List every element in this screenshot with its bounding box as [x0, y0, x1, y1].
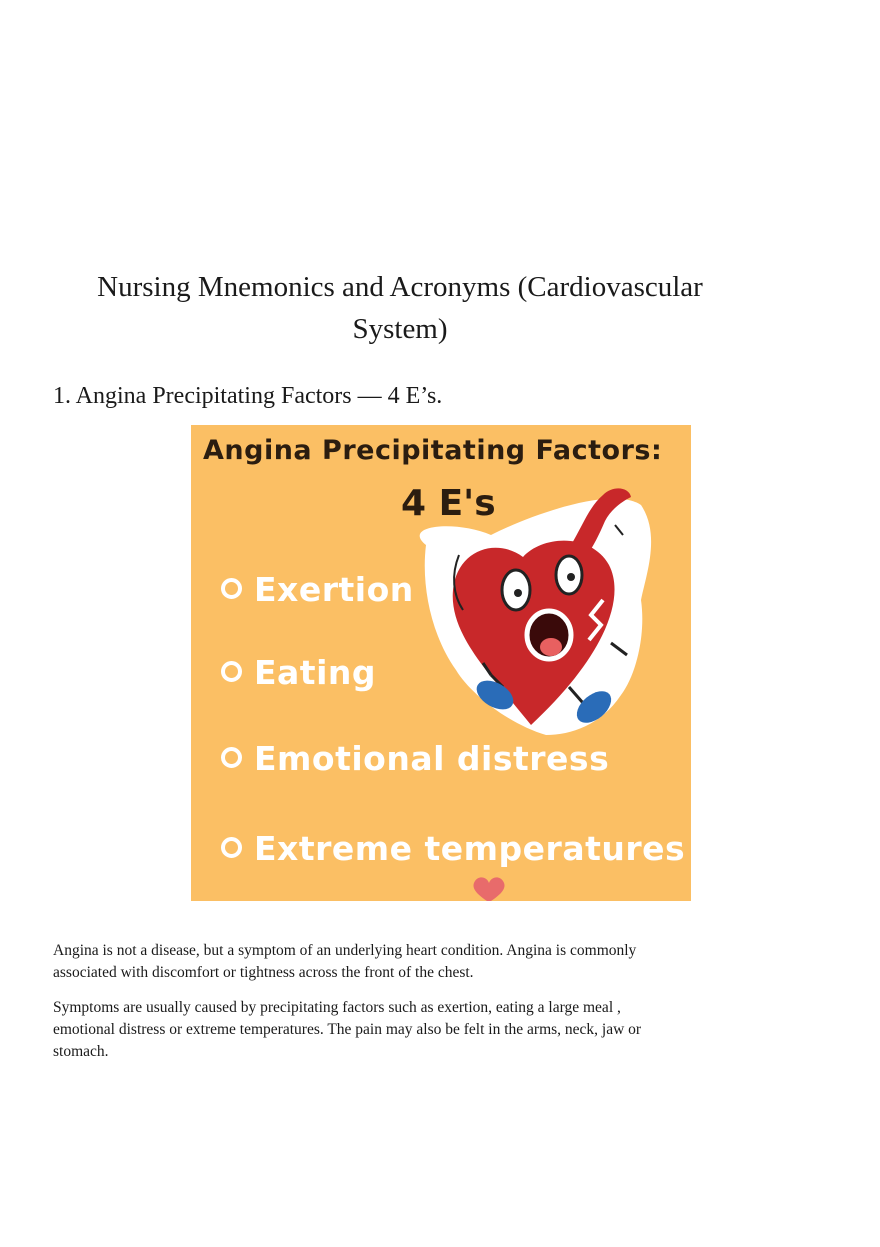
- bullet-icon: [221, 661, 242, 682]
- section-heading: 1. Angina Precipitating Factors — 4 E’s.: [53, 383, 443, 409]
- poster-item: [221, 739, 609, 778]
- small-heart-icon: [474, 877, 505, 901]
- paragraph: Symptoms are usually caused by precipitating factors such as exertion, eating a large meal , emotional distress or extreme temperatures. The pain may also be felt in the arms, neck, jaw or stomach.: [53, 999, 642, 1060]
- poster-item-label: Extreme temperatures: [254, 829, 686, 868]
- poster-item-label: Eating: [254, 653, 377, 692]
- poster-subtitle: 4 E's: [401, 483, 496, 524]
- bullet-icon: [221, 837, 242, 858]
- poster-item: [221, 829, 685, 868]
- poster-title: Angina Precipitating Factors:: [203, 435, 663, 466]
- bullet-icon: [221, 578, 242, 599]
- page-title: Nursing Mnemonics and Acronyms (Cardiovascular System): [97, 271, 703, 345]
- paragraph: Angina is not a disease, but a symptom of an underlying heart condition. Angina is commonly associated with discomfort or tightness across the front of the chest.: [53, 942, 637, 981]
- angina-poster: [191, 425, 691, 901]
- poster-item: [221, 653, 376, 692]
- poster-item-label: Exertion: [254, 570, 414, 609]
- poster-item: [221, 570, 414, 609]
- poster-item-label: Emotional distress: [254, 739, 610, 778]
- bullet-icon: [221, 747, 242, 768]
